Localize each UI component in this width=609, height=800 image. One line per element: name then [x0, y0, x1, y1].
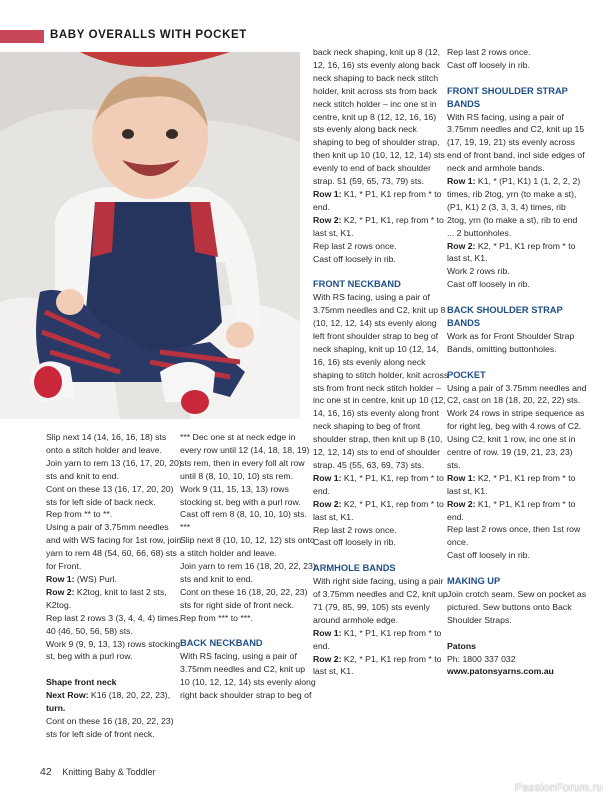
section-heading: ARMHOLE BANDS [313, 563, 396, 574]
instruction-paragraph [313, 524, 449, 537]
spacer [313, 265, 449, 278]
instruction-text: Rep last 2 rows 3 (3, 4, 4, 4) times. 40 (46, 50, 56, 58) sts. [46, 612, 181, 636]
instruction-label: Row 1: [313, 188, 342, 199]
instruction-paragraph [313, 536, 449, 549]
instruction-paragraph [313, 240, 449, 253]
instruction-paragraph [447, 498, 587, 524]
instruction-paragraph [447, 59, 587, 72]
instruction-paragraph [447, 111, 587, 176]
instruction-paragraph [447, 523, 587, 549]
section-heading: BACK NECKBAND [180, 638, 263, 649]
instruction-paragraph [313, 472, 449, 498]
text-column-1 [46, 431, 182, 741]
instruction-paragraph [46, 689, 182, 715]
section-heading: MAKING UP [447, 576, 501, 587]
instruction-paragraph [447, 265, 587, 278]
page-number: 42 [40, 766, 52, 778]
spacer [447, 562, 587, 575]
instruction-label: Row 1: [46, 573, 75, 584]
instruction-paragraph [313, 188, 449, 214]
instruction-paragraph [46, 508, 182, 521]
instruction-label: Patons [447, 640, 476, 651]
instruction-text: *** Dec one st at neck edge in every row until 12 (14, 18, 18, 19) sts rem, then in every foll alt row until 8 (8, 10, 10, 10) sts rem. [180, 432, 310, 481]
instruction-paragraph [46, 457, 182, 483]
instruction-label: Row 2: [313, 498, 342, 509]
spacer [313, 549, 449, 562]
instruction-paragraph [313, 253, 449, 266]
instruction-paragraph [447, 640, 587, 653]
instruction-text: K2, * P1, K1, rep from * to last st, K1. [313, 214, 444, 238]
instruction-text: With RS facing, using a pair of 3.75mm needles and C2, knit up 15 (17, 19, 19, 21) sts evenly across end of front band, incl side edges of neck and armhole bands. [447, 111, 585, 174]
instruction-paragraph [313, 291, 449, 472]
section-heading: FRONT NECKBAND [313, 279, 401, 290]
instruction-paragraph [447, 433, 587, 472]
instruction-text: K2, * P1, K1, rep from * to last st, K1. [313, 498, 444, 522]
instruction-label: Row 2: [447, 240, 476, 251]
spacer [447, 291, 587, 304]
section-heading: BACK SHOULDER STRAP BANDS [447, 305, 563, 328]
instruction-text: Using C2, knit 1 row, inc one st in centre of row. 19 (19, 21, 23, 23) sts. [447, 434, 576, 470]
instruction-paragraph [180, 586, 316, 612]
text-column-4 [447, 46, 587, 678]
instruction-paragraph [180, 508, 316, 534]
instruction-label: Row 2: [313, 214, 342, 225]
instruction-paragraph [180, 534, 316, 560]
instruction-label: Row 2: [447, 498, 476, 509]
instruction-paragraph [46, 521, 182, 573]
instruction-text: Work 24 rows in stripe sequence as for right leg, beg with 4 rows of C2. [447, 408, 585, 432]
instruction-paragraph [447, 382, 587, 408]
instruction-text: Slip next 14 (14, 16, 16, 18) sts onto a stitch holder and leave. [46, 432, 167, 455]
instruction-paragraph [313, 653, 449, 679]
instruction-text: Join crotch seam. Sew on pocket as pictured. Sew buttons onto Back Shoulder Straps. [447, 589, 587, 625]
instruction-paragraph [313, 575, 449, 627]
instruction-paragraph [447, 653, 587, 666]
instruction-label: Row 1: [447, 176, 476, 187]
instruction-text: Cont on these 13 (16, 17, 20, 20) sts for left side of back neck. [46, 483, 174, 507]
instruction-paragraph [447, 588, 587, 627]
instruction-text: Rep last 2 rows once. [313, 240, 397, 251]
instruction-text: Cast off loosely in rib. [313, 537, 396, 548]
instruction-label: Row 2: [313, 653, 342, 664]
instruction-text: Cast off loosely in rib. [447, 550, 530, 561]
instruction-label: Shape front neck [46, 677, 117, 688]
page-footer [40, 766, 156, 778]
instruction-text: Rep last 2 rows once, then 1st row once. [447, 524, 581, 548]
instruction-text: With right side facing, using a pair of 3.75mm needles and C2, knit up 71 (79, 85, 99, 105) sts evenly around armhole edge. [313, 576, 448, 625]
instruction-paragraph [180, 650, 316, 702]
instruction-paragraph [447, 46, 587, 59]
instruction-paragraph [313, 46, 449, 188]
instruction-paragraph [180, 431, 316, 483]
instruction-label: www.patonsyarns.com.au [447, 666, 554, 677]
section-heading: FRONT SHOULDER STRAP BANDS [447, 85, 568, 109]
text-column-2 [180, 431, 316, 702]
spacer [46, 663, 182, 676]
instruction-paragraph [46, 573, 182, 586]
instruction-paragraph [447, 549, 587, 562]
instruction-label: turn. [46, 703, 66, 714]
instruction-paragraph [447, 407, 587, 433]
instruction-text: back neck shaping, knit up 8 (12, 12, 16, 16) sts evenly along back neck shaping to back neck stitch holder, knit across sts from back neck stitch holder – inc one st in centre, knit up 8 (12, 12, 16, 16) sts evenly along back neck shaping to beg of shoulder strap, then knit up 10 (10, 12, 12, 14) sts evenly to end of back shoulder strap. 51 (59, 65, 73, 79) sts. [313, 47, 445, 187]
page-title: BABY OVERALLS WITH POCKET [50, 29, 247, 41]
instruction-text: K1, * (P1, K1) 1 (1, 2, 2, 2) times, rib 2tog, yrn (to make a st), (P1, K1) 2 (3, 3, 3, 4) times, rib 2tog, yrn (to make a st), rib to end ... 2 buttonholes. [447, 176, 581, 238]
instruction-text: Cont on these 16 (18, 20, 22, 23) sts for right side of front neck. [180, 586, 308, 610]
baby-overalls-photo [0, 52, 300, 419]
instruction-text: K1, * P1, K1 rep from * to end. [313, 627, 442, 651]
instruction-paragraph [46, 612, 182, 638]
instruction-text: Rep from ** to **. [46, 509, 113, 520]
instruction-paragraph [180, 612, 316, 625]
spacer [180, 625, 316, 638]
instruction-text: Cont on these 16 (18, 20, 22, 23) sts for left side of front neck. [46, 715, 174, 739]
instruction-paragraph [180, 560, 316, 586]
instruction-text: Work 9 (11, 15, 13, 13) rows stocking st, beg with a purl row. [180, 483, 301, 507]
instruction-text: Cast off loosely in rib. [447, 59, 530, 70]
instruction-text: Rep last 2 rows once. [447, 47, 531, 57]
instruction-text: K16 (18, 20, 22, 23), [88, 690, 171, 701]
spacer [447, 72, 587, 85]
instruction-paragraph [313, 627, 449, 653]
text-column-3 [313, 46, 449, 678]
instruction-label: Row 2: [46, 586, 75, 597]
instruction-label: Row 1: [447, 472, 476, 483]
instruction-text: K2, * P1, K1 rep from * to last st, K1. [313, 653, 442, 677]
instruction-paragraph [46, 431, 182, 457]
section-accent-bar [0, 30, 44, 43]
section-heading: POCKET [447, 369, 486, 380]
publication-name: Knitting Baby & Toddler [62, 767, 156, 777]
instruction-label: Row 1: [313, 627, 342, 638]
instruction-text: Join yarn to rem 16 (18, 20, 22, 23) sts and knit to end. [180, 561, 316, 584]
instruction-text: Work 9 (9, 9, 13, 13) rows stocking st, beg with a purl row. [46, 638, 181, 662]
instruction-text: K1, * P1, K1 rep from * to end. [447, 498, 576, 522]
instruction-label: Next Row: [46, 690, 89, 701]
instruction-paragraph [46, 483, 182, 509]
spacer [447, 356, 587, 369]
instruction-text: K1, * P1, K1, rep from * to end. [313, 472, 444, 496]
instruction-paragraph [180, 483, 316, 509]
instruction-text: Ph: 1800 337 032 [447, 653, 516, 664]
instruction-text: Using a pair of 3.75mm needles and C2, cast on 18 (18, 20, 22, 22) sts. [447, 382, 587, 406]
instruction-text: Cast off loosely in rib. [313, 253, 396, 264]
instruction-text: Work 2 rows rib. [447, 266, 510, 277]
instruction-paragraph [46, 638, 182, 664]
instruction-text: With RS facing, using a pair of 3.75mm needles and C2, knit up 8 (10, 12, 12, 14) sts evenly along left front shoulder strap to beg of neck shaping, knit up 10 (12, 14, 16, 16) sts evenly along neck shaping to stitch holder, knit across sts from front neck stitch holder – inc one st in centre, knit up 10 (12, 14, 16, 16) sts evenly along front neck shaping to beg of front shoulder strap, then knit up 8 (10, 12, 12, 14) sts to end of shoulder strap. 45 (55, 63, 69, 73) sts. [313, 292, 449, 470]
instruction-paragraph [46, 715, 182, 741]
instruction-paragraph [313, 498, 449, 524]
instruction-paragraph [447, 665, 587, 678]
watermark: PassionForum.ru [514, 782, 603, 794]
instruction-label: Row 1: [313, 472, 342, 483]
instruction-text: Cast off loosely in rib. [447, 279, 530, 290]
instruction-paragraph [447, 472, 587, 498]
instruction-text: Work as for Front Shoulder Strap Bands, omitting buttonholes. [447, 330, 575, 354]
instruction-text: K2tog, knit to last 2 sts, K2tog. [46, 586, 167, 610]
instruction-paragraph [447, 175, 587, 240]
instruction-paragraph [447, 278, 587, 291]
spacer [447, 627, 587, 640]
instruction-paragraph [447, 330, 587, 356]
instruction-text: Rep last 2 rows once. [313, 524, 397, 535]
instruction-text: Using a pair of 3.75mm needles and with WS facing for 1st row, join yarn to rem 48 (54, 60, 66, 68) sts for Front. [46, 522, 182, 572]
instruction-text: K2, * P1, K1 rep from * to last st, K1. [447, 240, 576, 264]
instruction-paragraph [447, 240, 587, 266]
instruction-text: K1, * P1, K1 rep from * to end. [313, 188, 442, 212]
instruction-text: With RS facing, using a pair of 3.75mm needles and C2, knit up 10 (10, 12, 12, 14) sts evenly along right back shoulder strap to beg of [180, 651, 316, 701]
instruction-text: Cast off rem 8 (8, 10, 10, 10) sts. *** [180, 509, 307, 533]
instruction-paragraph [313, 214, 449, 240]
instruction-text: Rep from *** to ***. [180, 612, 253, 623]
instruction-text: (WS) Purl. [74, 573, 117, 584]
instruction-text: K2, * P1, K1 rep from * to last st, K1. [447, 472, 576, 496]
instruction-text: Join yarn to rem 13 (16, 17, 20, 20) sts and knit to end. [46, 457, 182, 481]
instruction-paragraph [46, 586, 182, 612]
instruction-paragraph [46, 676, 182, 689]
instruction-text: Slip next 8 (10, 10, 12, 12) sts onto a stitch holder and leave. [180, 535, 315, 559]
